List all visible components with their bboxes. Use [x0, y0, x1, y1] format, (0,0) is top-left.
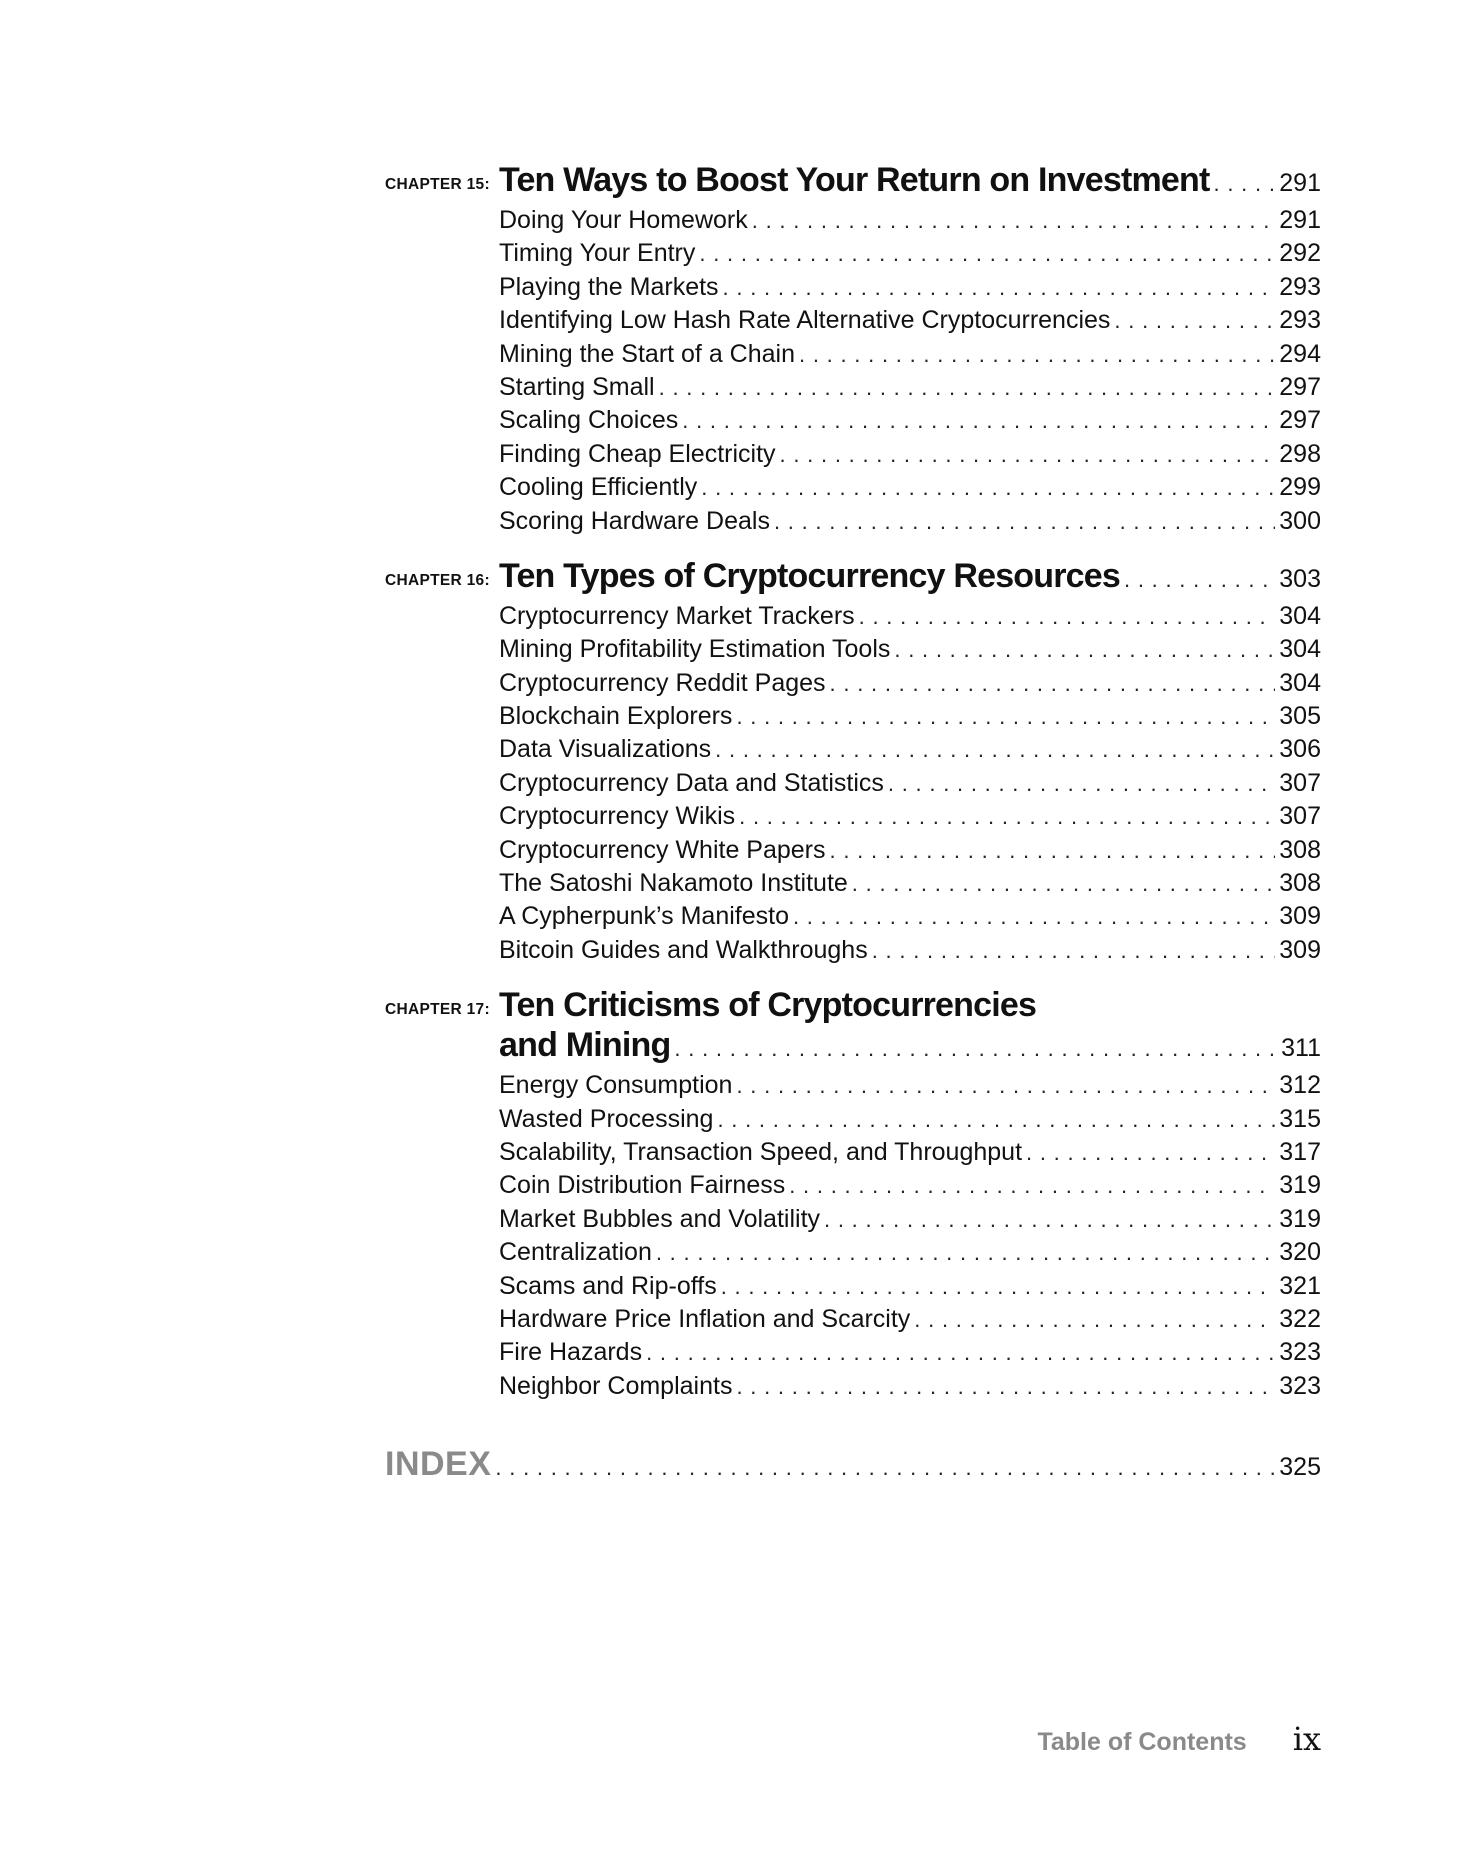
section-title: Mining the Start of a Chain [499, 339, 795, 368]
section-title: Coin Distribution Fairness [499, 1171, 786, 1200]
dot-leader [656, 1236, 1275, 1269]
section-title: Centralization [499, 1238, 652, 1267]
section-page: 312 [1279, 1071, 1321, 1100]
section-entry[interactable] [499, 1336, 1321, 1369]
section-page: 299 [1279, 473, 1321, 502]
section-entry[interactable] [499, 1236, 1321, 1269]
section-page: 304 [1279, 635, 1321, 664]
section-page: 304 [1279, 601, 1321, 630]
section-page: 308 [1279, 835, 1321, 864]
page-footer [1036, 1720, 1321, 1770]
chapter-title: and Mining [499, 1026, 671, 1065]
dot-leader [914, 1303, 1275, 1336]
section-entry[interactable] [499, 1370, 1321, 1403]
section-page: 321 [1279, 1271, 1321, 1300]
dot-leader [646, 1336, 1275, 1369]
section-title: Cryptocurrency Market Trackers [499, 601, 855, 630]
chapter-label: CHAPTER 15: [385, 176, 490, 193]
section-entry[interactable] [499, 600, 1321, 633]
section-entry[interactable] [499, 271, 1321, 304]
section-title: The Satoshi Nakamoto Institute [499, 869, 848, 898]
chapter-title: Ten Criticisms of Cryptocurrencies [499, 986, 1037, 1025]
chapter-title: Ten Types of Cryptocurrency Resources [499, 556, 1120, 595]
dot-leader [1026, 1136, 1275, 1169]
section-title: Identifying Low Hash Rate Alternative Cryptocurrencies [499, 306, 1111, 335]
chapter-block [385, 985, 1321, 1403]
dot-leader [674, 1029, 1277, 1069]
chapter-block [385, 160, 1321, 538]
dot-leader [717, 1103, 1275, 1136]
section-title: Cooling Efficiently [499, 473, 698, 502]
section-entry[interactable] [499, 900, 1321, 933]
section-entry[interactable] [499, 800, 1321, 833]
section-page: 315 [1279, 1104, 1321, 1133]
section-entry[interactable] [499, 237, 1321, 270]
dot-leader [739, 800, 1275, 833]
dot-leader [789, 1169, 1275, 1202]
section-title: Playing the Markets [499, 272, 719, 301]
section-entry[interactable] [499, 438, 1321, 471]
section-entry[interactable] [499, 471, 1321, 504]
section-title: Cryptocurrency Reddit Pages [499, 668, 826, 697]
section-title: Starting Small [499, 372, 655, 401]
section-list [385, 1069, 1321, 1403]
section-page: 323 [1279, 1338, 1321, 1367]
section-title: Energy Consumption [499, 1071, 733, 1100]
section-entry[interactable] [499, 1169, 1321, 1202]
chapter-heading[interactable] [385, 160, 1321, 200]
section-title: Cryptocurrency White Papers [499, 835, 826, 864]
section-entry[interactable] [499, 1203, 1321, 1236]
dot-leader [830, 667, 1276, 700]
section-page: 320 [1279, 1238, 1321, 1267]
section-page: 294 [1279, 339, 1321, 368]
dot-leader [752, 204, 1276, 237]
index-entry[interactable] [385, 1442, 1321, 1486]
section-page: 298 [1279, 439, 1321, 468]
section-page: 304 [1279, 668, 1321, 697]
dot-leader [1214, 164, 1276, 204]
dot-leader [699, 237, 1275, 270]
dot-leader [1114, 304, 1275, 337]
section-title: Scalability, Transaction Speed, and Throughput [499, 1137, 1023, 1166]
dot-leader [701, 471, 1275, 504]
chapter-heading[interactable] [385, 556, 1321, 596]
section-page: 319 [1279, 1171, 1321, 1200]
section-title: Timing Your Entry [499, 239, 696, 268]
chapter-heading[interactable] [385, 985, 1321, 1065]
chapter-label: CHAPTER 17: [385, 1001, 490, 1019]
dot-leader [830, 834, 1276, 867]
dot-leader [872, 934, 1276, 967]
dot-leader [721, 1270, 1276, 1303]
section-entry[interactable] [499, 1303, 1321, 1336]
chapter-block [385, 556, 1321, 967]
section-entry[interactable] [499, 667, 1321, 700]
section-title: Bitcoin Guides and Walkthroughs [499, 935, 868, 964]
dot-leader [859, 600, 1276, 633]
section-page: 307 [1279, 768, 1321, 797]
running-title: Table of Contents [1037, 1728, 1247, 1756]
section-title: Cryptocurrency Data and Statistics [499, 768, 884, 797]
page-number: ix [1292, 1720, 1321, 1758]
section-entry[interactable] [499, 371, 1321, 404]
section-entry[interactable] [499, 1136, 1321, 1169]
section-page: 297 [1279, 406, 1321, 435]
dot-leader [1124, 560, 1275, 600]
dot-leader [793, 900, 1275, 933]
dot-leader [736, 700, 1275, 733]
dot-leader [659, 371, 1276, 404]
section-page: 308 [1279, 869, 1321, 898]
section-page: 293 [1279, 272, 1321, 301]
section-entry[interactable] [499, 834, 1321, 867]
dot-leader [888, 767, 1275, 800]
section-title: Hardware Price Inflation and Scarcity [499, 1304, 911, 1333]
section-page: 300 [1279, 506, 1321, 535]
index-page: 325 [1279, 1453, 1321, 1481]
section-title: A Cypherpunk’s Manifesto [499, 902, 789, 931]
section-page: 306 [1279, 735, 1321, 764]
chapter-label: CHAPTER 16: [385, 571, 490, 589]
section-entry[interactable] [499, 204, 1321, 237]
chapter-page: 291 [1279, 169, 1321, 197]
section-entry[interactable] [499, 700, 1321, 733]
section-entry[interactable] [499, 733, 1321, 766]
section-page: 297 [1279, 372, 1321, 401]
section-page: 307 [1279, 802, 1321, 831]
section-title: Cryptocurrency Wikis [499, 802, 736, 831]
chapter-page: 311 [1281, 1034, 1321, 1063]
dot-leader [723, 271, 1276, 304]
section-entry[interactable] [499, 505, 1321, 538]
section-entry[interactable] [499, 1103, 1321, 1136]
section-entry[interactable] [499, 767, 1321, 800]
section-entry[interactable] [499, 304, 1321, 337]
section-title: Neighbor Complaints [499, 1371, 733, 1400]
section-entry[interactable] [499, 338, 1321, 371]
section-title: Wasted Processing [499, 1104, 714, 1133]
section-entry[interactable] [499, 633, 1321, 666]
section-title: Fire Hazards [499, 1338, 643, 1367]
section-page: 293 [1279, 306, 1321, 335]
section-title: Scoring Hardware Deals [499, 506, 770, 535]
dot-leader [852, 867, 1275, 900]
section-title: Scams and Rip-offs [499, 1271, 717, 1300]
chapter-page: 303 [1279, 564, 1321, 593]
section-entry[interactable] [499, 934, 1321, 967]
section-title: Doing Your Homework [499, 206, 748, 234]
dot-leader [894, 633, 1275, 666]
section-page: 291 [1279, 206, 1321, 234]
section-page: 309 [1279, 902, 1321, 931]
section-page: 317 [1279, 1137, 1321, 1166]
section-entry[interactable] [499, 1270, 1321, 1303]
section-page: 322 [1279, 1304, 1321, 1333]
section-title: Finding Cheap Electricity [499, 439, 776, 468]
index-label: INDEX [385, 1445, 492, 1483]
section-list [385, 600, 1321, 967]
section-entry[interactable] [499, 404, 1321, 437]
dot-leader [682, 404, 1275, 437]
section-page: 319 [1279, 1204, 1321, 1233]
section-title: Mining Profitability Estimation Tools [499, 635, 891, 664]
section-entry[interactable] [499, 867, 1321, 900]
section-page: 309 [1279, 935, 1321, 964]
dot-leader [824, 1203, 1275, 1236]
dot-leader [799, 338, 1275, 371]
section-page: 305 [1279, 702, 1321, 731]
section-page: 323 [1279, 1371, 1321, 1400]
section-entry[interactable] [499, 1069, 1321, 1102]
dot-leader [715, 733, 1275, 766]
section-title: Blockchain Explorers [499, 702, 733, 731]
dot-leader [736, 1370, 1275, 1403]
chapter-title: Ten Ways to Boost Your Return on Investment [499, 161, 1210, 199]
section-title: Data Visualizations [499, 735, 712, 764]
dot-leader [495, 1446, 1275, 1490]
section-title: Scaling Choices [499, 406, 679, 435]
section-page: 292 [1279, 239, 1321, 268]
section-list [385, 204, 1321, 538]
dot-leader [736, 1069, 1275, 1102]
table-of-contents [385, 160, 1321, 1421]
dot-leader [774, 505, 1275, 538]
dot-leader [780, 438, 1276, 471]
section-title: Market Bubbles and Volatility [499, 1204, 821, 1233]
